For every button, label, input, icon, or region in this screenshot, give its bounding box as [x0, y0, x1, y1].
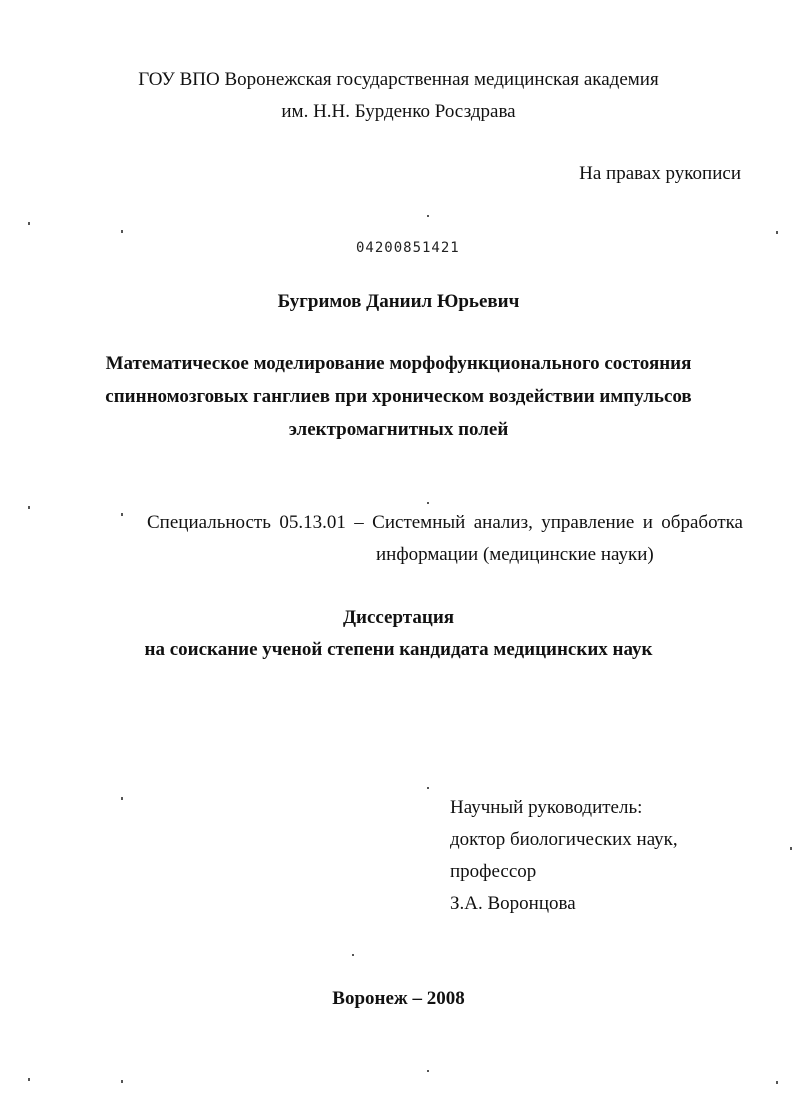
specialty-word: и: [642, 512, 653, 533]
supervisor-name: З.А. Воронцова: [450, 893, 576, 914]
title-line-2: спинномозговых ганглиев при хроническом воздействии импульсов: [105, 386, 692, 407]
specialty-word: управление: [541, 512, 635, 533]
specialty-word: обработка: [661, 512, 743, 533]
scan-speck: [427, 502, 429, 504]
specialty-line-2: информации (медицинские науки): [376, 544, 654, 565]
catalog-number: 04200851421: [356, 240, 460, 256]
scan-speck: [121, 1080, 123, 1083]
specialty-word: Специальность: [147, 512, 271, 533]
specialty-word: 05.13.01: [279, 512, 346, 533]
rights-note: На правах рукописи: [579, 163, 741, 184]
scan-speck: [427, 787, 429, 789]
supervisor-degree: доктор биологических наук,: [450, 829, 678, 850]
scan-speck: [121, 513, 123, 516]
scan-speck: [121, 797, 123, 800]
scan-speck: [28, 506, 30, 509]
scan-speck: [776, 1081, 778, 1084]
scan-speck: [352, 954, 354, 956]
dissertation-subheading: на соискание ученой степени кандидата медицинских наук: [144, 639, 653, 660]
specialty-word: –: [354, 512, 364, 533]
institution-line-1: ГОУ ВПО Воронежская государственная медицинская академия: [138, 69, 659, 90]
scan-speck: [427, 215, 429, 217]
supervisor-rank: профессор: [450, 861, 537, 882]
institution-line-2: им. Н.Н. Бурденко Росздрава: [281, 101, 516, 122]
scan-speck: [776, 231, 778, 234]
scan-speck: [427, 1070, 429, 1072]
scan-speck: [121, 230, 123, 233]
scan-speck: [28, 1078, 30, 1081]
title-line-3: электромагнитных полей: [288, 419, 509, 440]
scan-speck: [790, 847, 792, 850]
specialty-word: Системный: [372, 512, 466, 533]
scan-speck: [28, 222, 30, 225]
title-line-1: Математическое моделирование морфофункционального состояния: [105, 353, 692, 374]
specialty-line-1: [147, 512, 743, 534]
specialty-word: анализ,: [473, 512, 533, 533]
dissertation-heading: Диссертация: [342, 607, 455, 628]
author-name: Бугримов Даниил Юрьевич: [277, 291, 520, 312]
supervisor-label: Научный руководитель:: [450, 797, 643, 818]
city-year: Воронеж – 2008: [332, 988, 465, 1009]
